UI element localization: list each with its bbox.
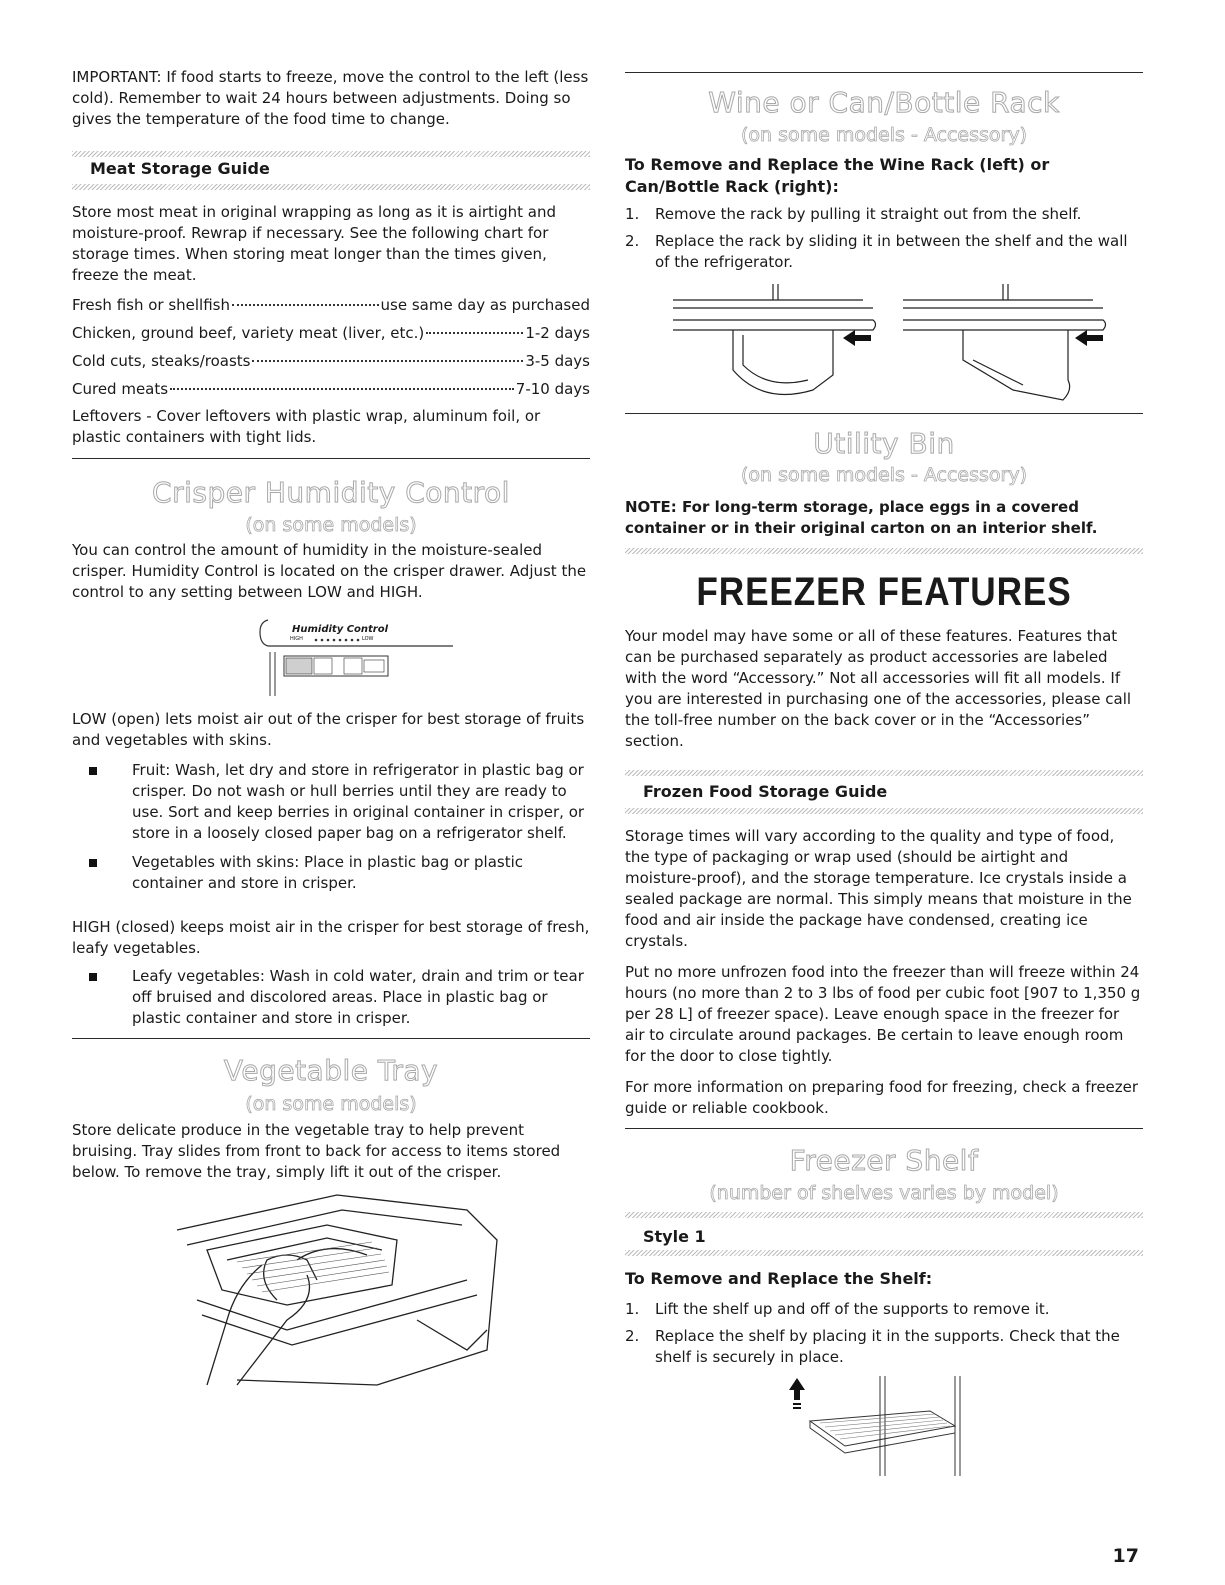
wine-rack-steps bbox=[625, 204, 1143, 279]
chart-row bbox=[72, 347, 590, 375]
divider bbox=[625, 1212, 1143, 1218]
shelf-steps bbox=[625, 1299, 1143, 1374]
high-bullets bbox=[72, 966, 590, 1037]
step-item bbox=[625, 1299, 1143, 1320]
page-number: 17 bbox=[1112, 1545, 1139, 1567]
shelf-illustration bbox=[785, 1376, 985, 1476]
veg-tray-title: Vegetable Tray bbox=[223, 1054, 439, 1087]
low-bullets bbox=[72, 760, 590, 902]
section-rule bbox=[72, 1038, 590, 1039]
frozen-guide-p2: Put no more unfrozen food into the freezer than will freeze within 24 hours (no more than 2 to 3 lbs of food per cubic foot [907 to 1,350 g per 28 L] of freezer space). Leave enough space in the freezer for air to circulate around packages. Be certain to leave enough room for the door to close tightly. bbox=[625, 963, 1141, 1065]
chart-time: use same day as purchased bbox=[380, 296, 590, 314]
chart-item: Cold cuts, steaks/roasts bbox=[72, 352, 251, 370]
utility-bin-subtitle: (on some models - Accessory) bbox=[740, 464, 1027, 486]
meat-guide-intro: Store most meat in original wrapping as long as it is airtight and moisture-proof. Rewrap if necessary. See the following chart for storage times. When storing meat longer than the times given, freeze the meat. bbox=[72, 203, 556, 284]
utility-bin-title: Utility Bin bbox=[813, 427, 955, 460]
low-text: LOW (open) lets moist air out of the crisper for best storage of fruits and vegetables with skins. bbox=[72, 710, 585, 749]
step-item bbox=[625, 204, 1143, 225]
chart-time: 3-5 days bbox=[525, 352, 590, 370]
chart-time: 1-2 days bbox=[525, 324, 590, 342]
divider bbox=[625, 548, 1143, 554]
chart-row bbox=[72, 319, 590, 347]
humidity-high-label: HIGH bbox=[290, 636, 303, 642]
frozen-guide-p1: Storage times will vary according to the quality and type of food, the type of packaging or wrap used (should be airtight and moisture-proof), and the storage temperature. Ice crystals inside a sealed package are normal. This simply means that moisture in the food and air inside the package have condensed, creating ice crystals. bbox=[625, 827, 1132, 950]
freezer-shelf-title: Freezer Shelf bbox=[789, 1144, 979, 1177]
meat-storage-chart bbox=[72, 291, 590, 403]
divider bbox=[72, 151, 590, 157]
frozen-guide-p3: For more information on preparing food for freezing, check a freezer guide or reliable cookbook. bbox=[625, 1078, 1139, 1117]
step-text: Remove the rack by pulling it straight out from the shelf. bbox=[655, 205, 1082, 223]
divider bbox=[625, 808, 1143, 814]
freezer-features-intro: Your model may have some or all of these features. Features that can be purchased separately as product accessories are labeled with the word “Accessory.” Not all accessories will fit all models. If you are interested in purchasing one of the accessories, please call the toll-free number on the back cover or in the “Accessories” section. bbox=[625, 627, 1132, 750]
step-text: Lift the shelf up and off of the supports to remove it. bbox=[655, 1300, 1050, 1318]
bullet-item: Leafy vegetables: Wash in cold water, drain and trim or tear off bruised and discolored areas. Place in plastic bag or plastic container and store in crisper. bbox=[132, 966, 590, 1029]
divider bbox=[625, 770, 1143, 776]
section-rule bbox=[625, 413, 1143, 414]
chart-row bbox=[72, 291, 590, 319]
important-note: IMPORTANT: If food starts to freeze, move the control to the left (less cold). Remember to wait 24 hours between adjustments. Doing so gives the temperature of the food time to change. bbox=[72, 68, 589, 128]
freezer-features-title: FREEZER FEATURES bbox=[696, 570, 1072, 614]
utility-bin-note: NOTE: For long-term storage, place eggs in a covered container or in their original carton on an interior shelf. bbox=[625, 498, 1098, 537]
veg-tray-subtitle: (on some models) bbox=[245, 1093, 417, 1115]
chart-item: Cured meats bbox=[72, 380, 169, 398]
section-rule bbox=[72, 458, 590, 459]
step-text: Replace the shelf by placing it in the supports. Check that the shelf is securely in place. bbox=[655, 1327, 1120, 1366]
crisper-intro: You can control the amount of humidity in the moisture-sealed crisper. Humidity Control is located on the crisper drawer. Adjust the control to any setting between LOW and HIGH. bbox=[72, 541, 587, 601]
high-text: HIGH (closed) keeps moist air in the crisper for best storage of fresh, leafy vegetables. bbox=[72, 918, 590, 957]
step-number: 1. bbox=[625, 205, 640, 223]
chart-item: Fresh fish or shellfish bbox=[72, 296, 230, 314]
wine-rack-heading: To Remove and Replace the Wine Rack (left) or Can/Bottle Rack (right): bbox=[625, 155, 1050, 196]
vegetable-tray-illustration bbox=[167, 1190, 507, 1390]
divider bbox=[625, 1250, 1143, 1256]
bullet-item: Vegetables with skins: Place in plastic bag or plastic container and store in crisper. bbox=[132, 852, 590, 894]
chart-item: Chicken, ground beef, variety meat (liver, etc.) bbox=[72, 324, 425, 342]
crisper-subtitle: (on some models) bbox=[245, 514, 417, 536]
step-number: 1. bbox=[625, 1300, 640, 1318]
step-number: 2. bbox=[625, 232, 640, 250]
freezer-shelf-subtitle: (number of shelves varies by model) bbox=[709, 1182, 1059, 1204]
humidity-low-label: LOW bbox=[362, 636, 374, 642]
chart-row bbox=[72, 375, 590, 403]
divider bbox=[72, 184, 590, 190]
humidity-control-diagram bbox=[258, 618, 458, 698]
step-item bbox=[625, 1326, 1143, 1368]
style-heading: Style 1 bbox=[643, 1227, 706, 1246]
shelf-heading: To Remove and Replace the Shelf: bbox=[625, 1269, 933, 1288]
veg-tray-text: Store delicate produce in the vegetable tray to help prevent bruising. Tray slides from front to back for access to items stored below. To remove the tray, simply lift it out of the crisper. bbox=[72, 1121, 561, 1181]
leftovers-text: Leftovers - Cover leftovers with plastic wrap, aluminum foil, or plastic containers with tight lids. bbox=[72, 407, 541, 446]
step-item bbox=[625, 231, 1143, 273]
crisper-title: Crisper Humidity Control bbox=[152, 476, 510, 509]
section-rule bbox=[625, 1128, 1143, 1129]
bullet-item: Fruit: Wash, let dry and store in refrigerator in plastic bag or crisper. Do not wash or hull berries until they are ready to use. Sort and keep berries in original container in crisper, or store in a loosely closed paper bag on a refrigerator shelf. bbox=[132, 760, 590, 844]
section-rule bbox=[625, 72, 1143, 73]
meat-guide-heading: Meat Storage Guide bbox=[90, 159, 270, 178]
step-text: Replace the rack by sliding it in between the shelf and the wall of the refrigerator. bbox=[655, 232, 1128, 271]
chart-time: 7-10 days bbox=[515, 380, 590, 398]
wine-rack-subtitle: (on some models - Accessory) bbox=[740, 124, 1027, 146]
humidity-label: Humidity Control bbox=[292, 624, 389, 635]
step-number: 2. bbox=[625, 1327, 640, 1345]
frozen-guide-heading: Frozen Food Storage Guide bbox=[643, 782, 888, 801]
rack-illustration bbox=[673, 280, 1113, 410]
wine-rack-title: Wine or Can/Bottle Rack bbox=[708, 86, 1060, 119]
